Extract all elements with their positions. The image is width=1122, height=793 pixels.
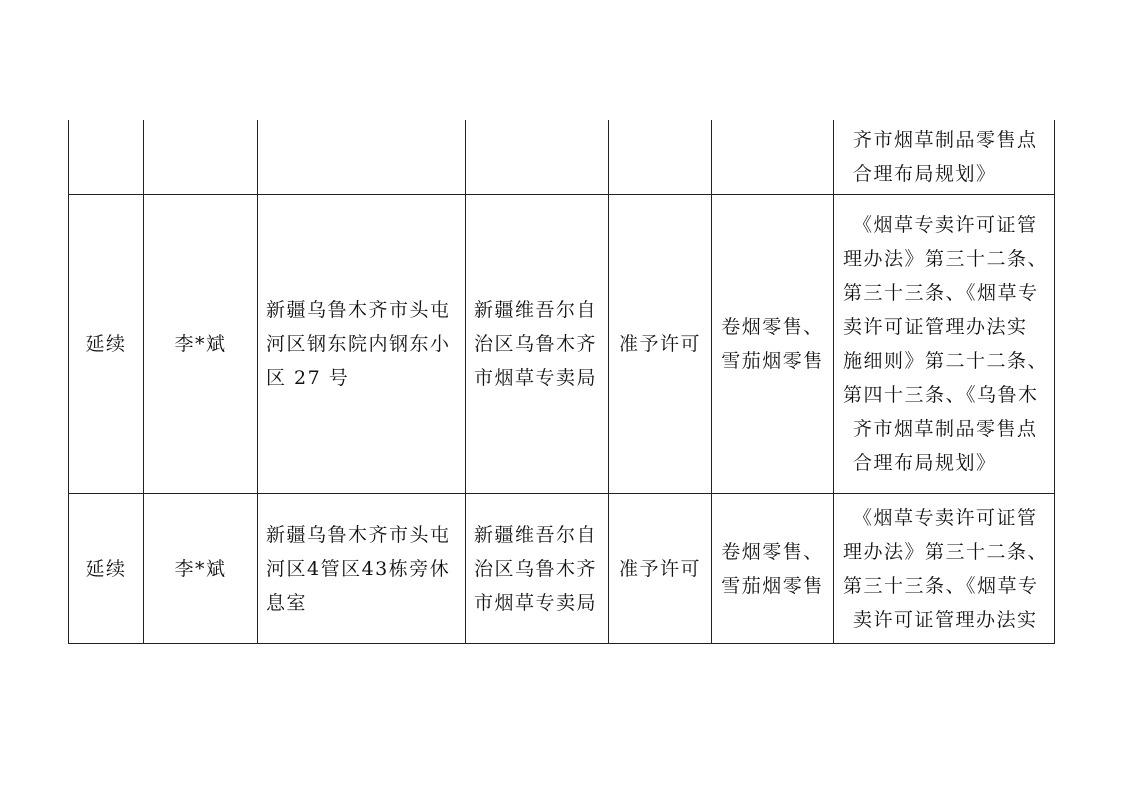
authority-cell: 新疆维吾尔自治区乌鲁木齐市烟草专卖局 <box>466 494 609 644</box>
address-cell: 新疆乌鲁木齐市头屯河区4管区43栋旁休息室 <box>258 494 466 644</box>
legal-basis-line: 卖许可证管理办法实 <box>843 316 1028 338</box>
holder-cell <box>144 120 258 195</box>
legal-basis-line: 《烟草专卖许可证管 <box>853 214 1038 236</box>
legal-basis-cell <box>834 494 1055 644</box>
decision-cell: 准予许可 <box>609 494 712 644</box>
scope-cell <box>712 120 834 195</box>
permit-table <box>68 120 1055 644</box>
authority-cell <box>466 120 609 195</box>
decision-cell <box>609 120 712 195</box>
table-row <box>69 195 1055 494</box>
legal-basis-line: 第三十三条、《烟草专 <box>843 574 1039 597</box>
permit-type-cell <box>69 120 144 195</box>
legal-basis-line: 理办法》第三十二条、 <box>843 248 1049 270</box>
legal-basis-cell <box>834 120 1055 195</box>
table-row <box>69 120 1055 195</box>
legal-basis-line: 第三十三条、《烟草专 <box>843 282 1039 304</box>
legal-basis-line: 施细则》第二十二条、 <box>843 350 1049 372</box>
address-cell <box>258 120 466 195</box>
scope-cell <box>712 494 834 644</box>
holder-cell: 李*斌 <box>144 494 258 644</box>
legal-basis-line: 理办法》第三十二条、 <box>843 540 1049 563</box>
legal-basis-line: 合理布局规划》 <box>853 452 997 474</box>
legal-basis-cell <box>834 195 1055 494</box>
permit-type-cell: 延续 <box>69 195 144 494</box>
scope-line: 雪茄烟零售 <box>721 350 824 372</box>
legal-basis-line: 合理布局规划》 <box>853 163 997 185</box>
permit-type-cell: 延续 <box>69 494 144 644</box>
scope-cell <box>712 195 834 494</box>
address-cell: 新疆乌鲁木齐市头屯河区钢东院内钢东小区 27 号 <box>258 195 466 494</box>
legal-basis-line: 齐市烟草制品零售点 <box>853 418 1038 440</box>
scope-line: 卷烟零售、 <box>721 316 824 338</box>
scope-line: 雪茄烟零售 <box>721 574 824 597</box>
decision-cell: 准予许可 <box>609 195 712 494</box>
legal-basis-line: 第四十三条、《乌鲁木 <box>843 384 1039 406</box>
scope-line: 卷烟零售、 <box>721 540 824 563</box>
legal-basis-line: 卖许可证管理办法实 <box>853 608 1038 631</box>
table-row <box>69 494 1055 644</box>
authority-cell: 新疆维吾尔自治区乌鲁木齐市烟草专卖局 <box>466 195 609 494</box>
legal-basis-line: 齐市烟草制品零售点 <box>853 129 1038 151</box>
holder-cell: 李*斌 <box>144 195 258 494</box>
legal-basis-line: 《烟草专卖许可证管 <box>853 506 1038 529</box>
